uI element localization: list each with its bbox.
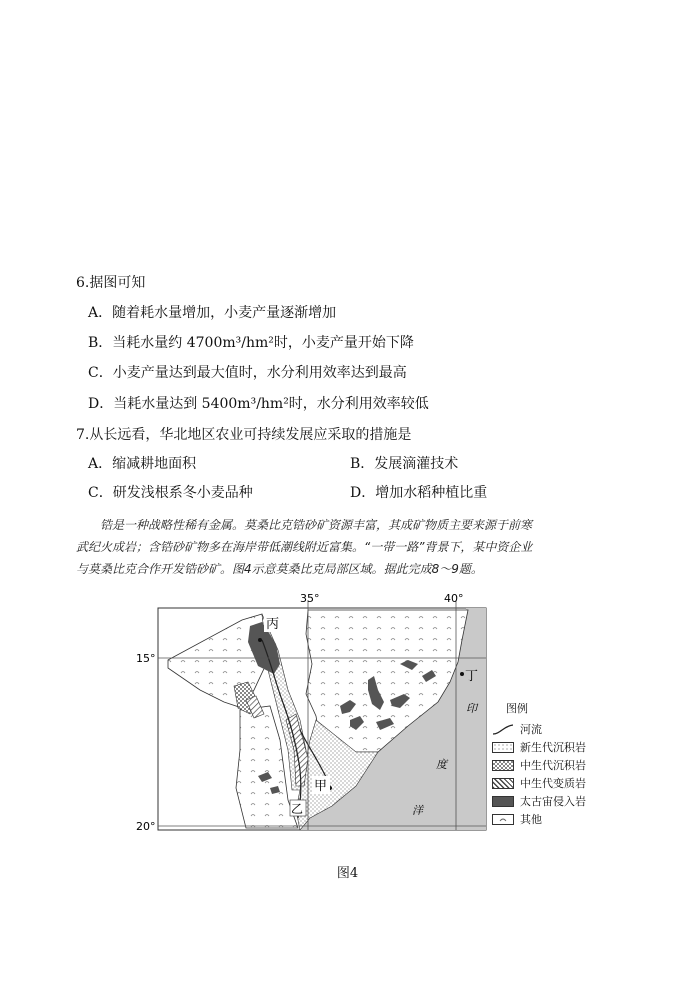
swatch-mesozoic-sediment [492, 760, 514, 771]
legend-label-cenozoic-sediment: 新生代沉积岩 [520, 741, 586, 754]
passage-line-1: 锆是一种战略性稀有金属。莫桑比克锆砂矿资源丰富，其成矿物质主要来源于前寒 [100, 518, 533, 532]
passage-line-2: 武纪火成岩；含锆砂矿物多在海岸带低潮线附近富集。“一带一路”背景下，某中资企业 [76, 540, 533, 554]
q6-stem: 6.据图可知 [76, 275, 146, 291]
marker-ding [460, 672, 464, 676]
river-symbol-icon [492, 724, 514, 735]
q6-option-c: C．小麦产量达到最大值时，水分利用效率达到最高 [88, 365, 407, 381]
place-bing: 丙 [266, 617, 280, 632]
legend-label-mesozoic-sediment: 中生代沉积岩 [520, 759, 586, 772]
swatch-other [492, 814, 514, 825]
legend-label-mesozoic-metamorphic: 中生代变质岩 [520, 777, 586, 790]
legend-label-archean-intrusive: 太古宙侵入岩 [520, 795, 586, 808]
legend-title: 图例 [506, 702, 528, 715]
legend-row-other [492, 810, 586, 828]
legend-label-other: 其他 [520, 813, 542, 826]
swatch-mesozoic-metamorphic [492, 778, 514, 789]
lat-label-20: 20° [136, 820, 156, 833]
figure-caption: 图4 [336, 866, 359, 881]
q7-option-a: A．缩减耕地面积 [88, 456, 197, 472]
legend-label-river: 河流 [520, 723, 542, 736]
ocean-char-3: 洋 [412, 804, 423, 817]
legend-row-river [492, 720, 586, 738]
passage [76, 514, 636, 580]
legend-row-mesozoic-metamorphic [492, 774, 586, 792]
lon-label-35: 35° [300, 592, 320, 605]
swatch-cenozoic-sediment [492, 742, 514, 753]
lon-label-40: 40° [444, 592, 464, 605]
q6-option-b: B．当耗水量约 4700m³/hm²时，小麦产量开始下降 [88, 335, 414, 351]
legend-row-mesozoic-sediment [492, 756, 586, 774]
swatch-archean-intrusive [492, 796, 514, 807]
mozambique-map [136, 590, 490, 835]
q7-option-c: C．研发浅根系冬小麦品种 [88, 485, 253, 501]
q7-option-d: D．增加水稻种植比重 [350, 485, 488, 501]
ocean-char-1: 印 [466, 702, 477, 715]
passage-line-3: 与莫桑比克合作开发锆砂矿。图4示意莫桑比克局部区域。据此完成8～9题。 [76, 562, 483, 576]
ocean-char-2: 度 [436, 758, 447, 771]
legend-row-cenozoic-sediment [492, 738, 586, 756]
map-legend [492, 700, 586, 828]
q7-option-b: B．发展滴灌技术 [350, 456, 459, 472]
q7-stem: 7.从长远看，华北地区农业可持续发展应采取的措施是 [76, 427, 412, 443]
lat-label-15: 15° [136, 652, 156, 665]
place-yi: 乙 [291, 802, 304, 816]
legend-row-archean-intrusive [492, 792, 586, 810]
q6-option-d: D．当耗水量达到 5400m³/hm²时，水分利用效率较低 [88, 396, 429, 412]
marker-bing [258, 638, 262, 642]
place-jia: 甲 [314, 779, 328, 794]
place-ding: 丁 [465, 669, 479, 684]
q6-option-a: A．随着耗水量增加，小麦产量逐渐增加 [88, 305, 337, 321]
